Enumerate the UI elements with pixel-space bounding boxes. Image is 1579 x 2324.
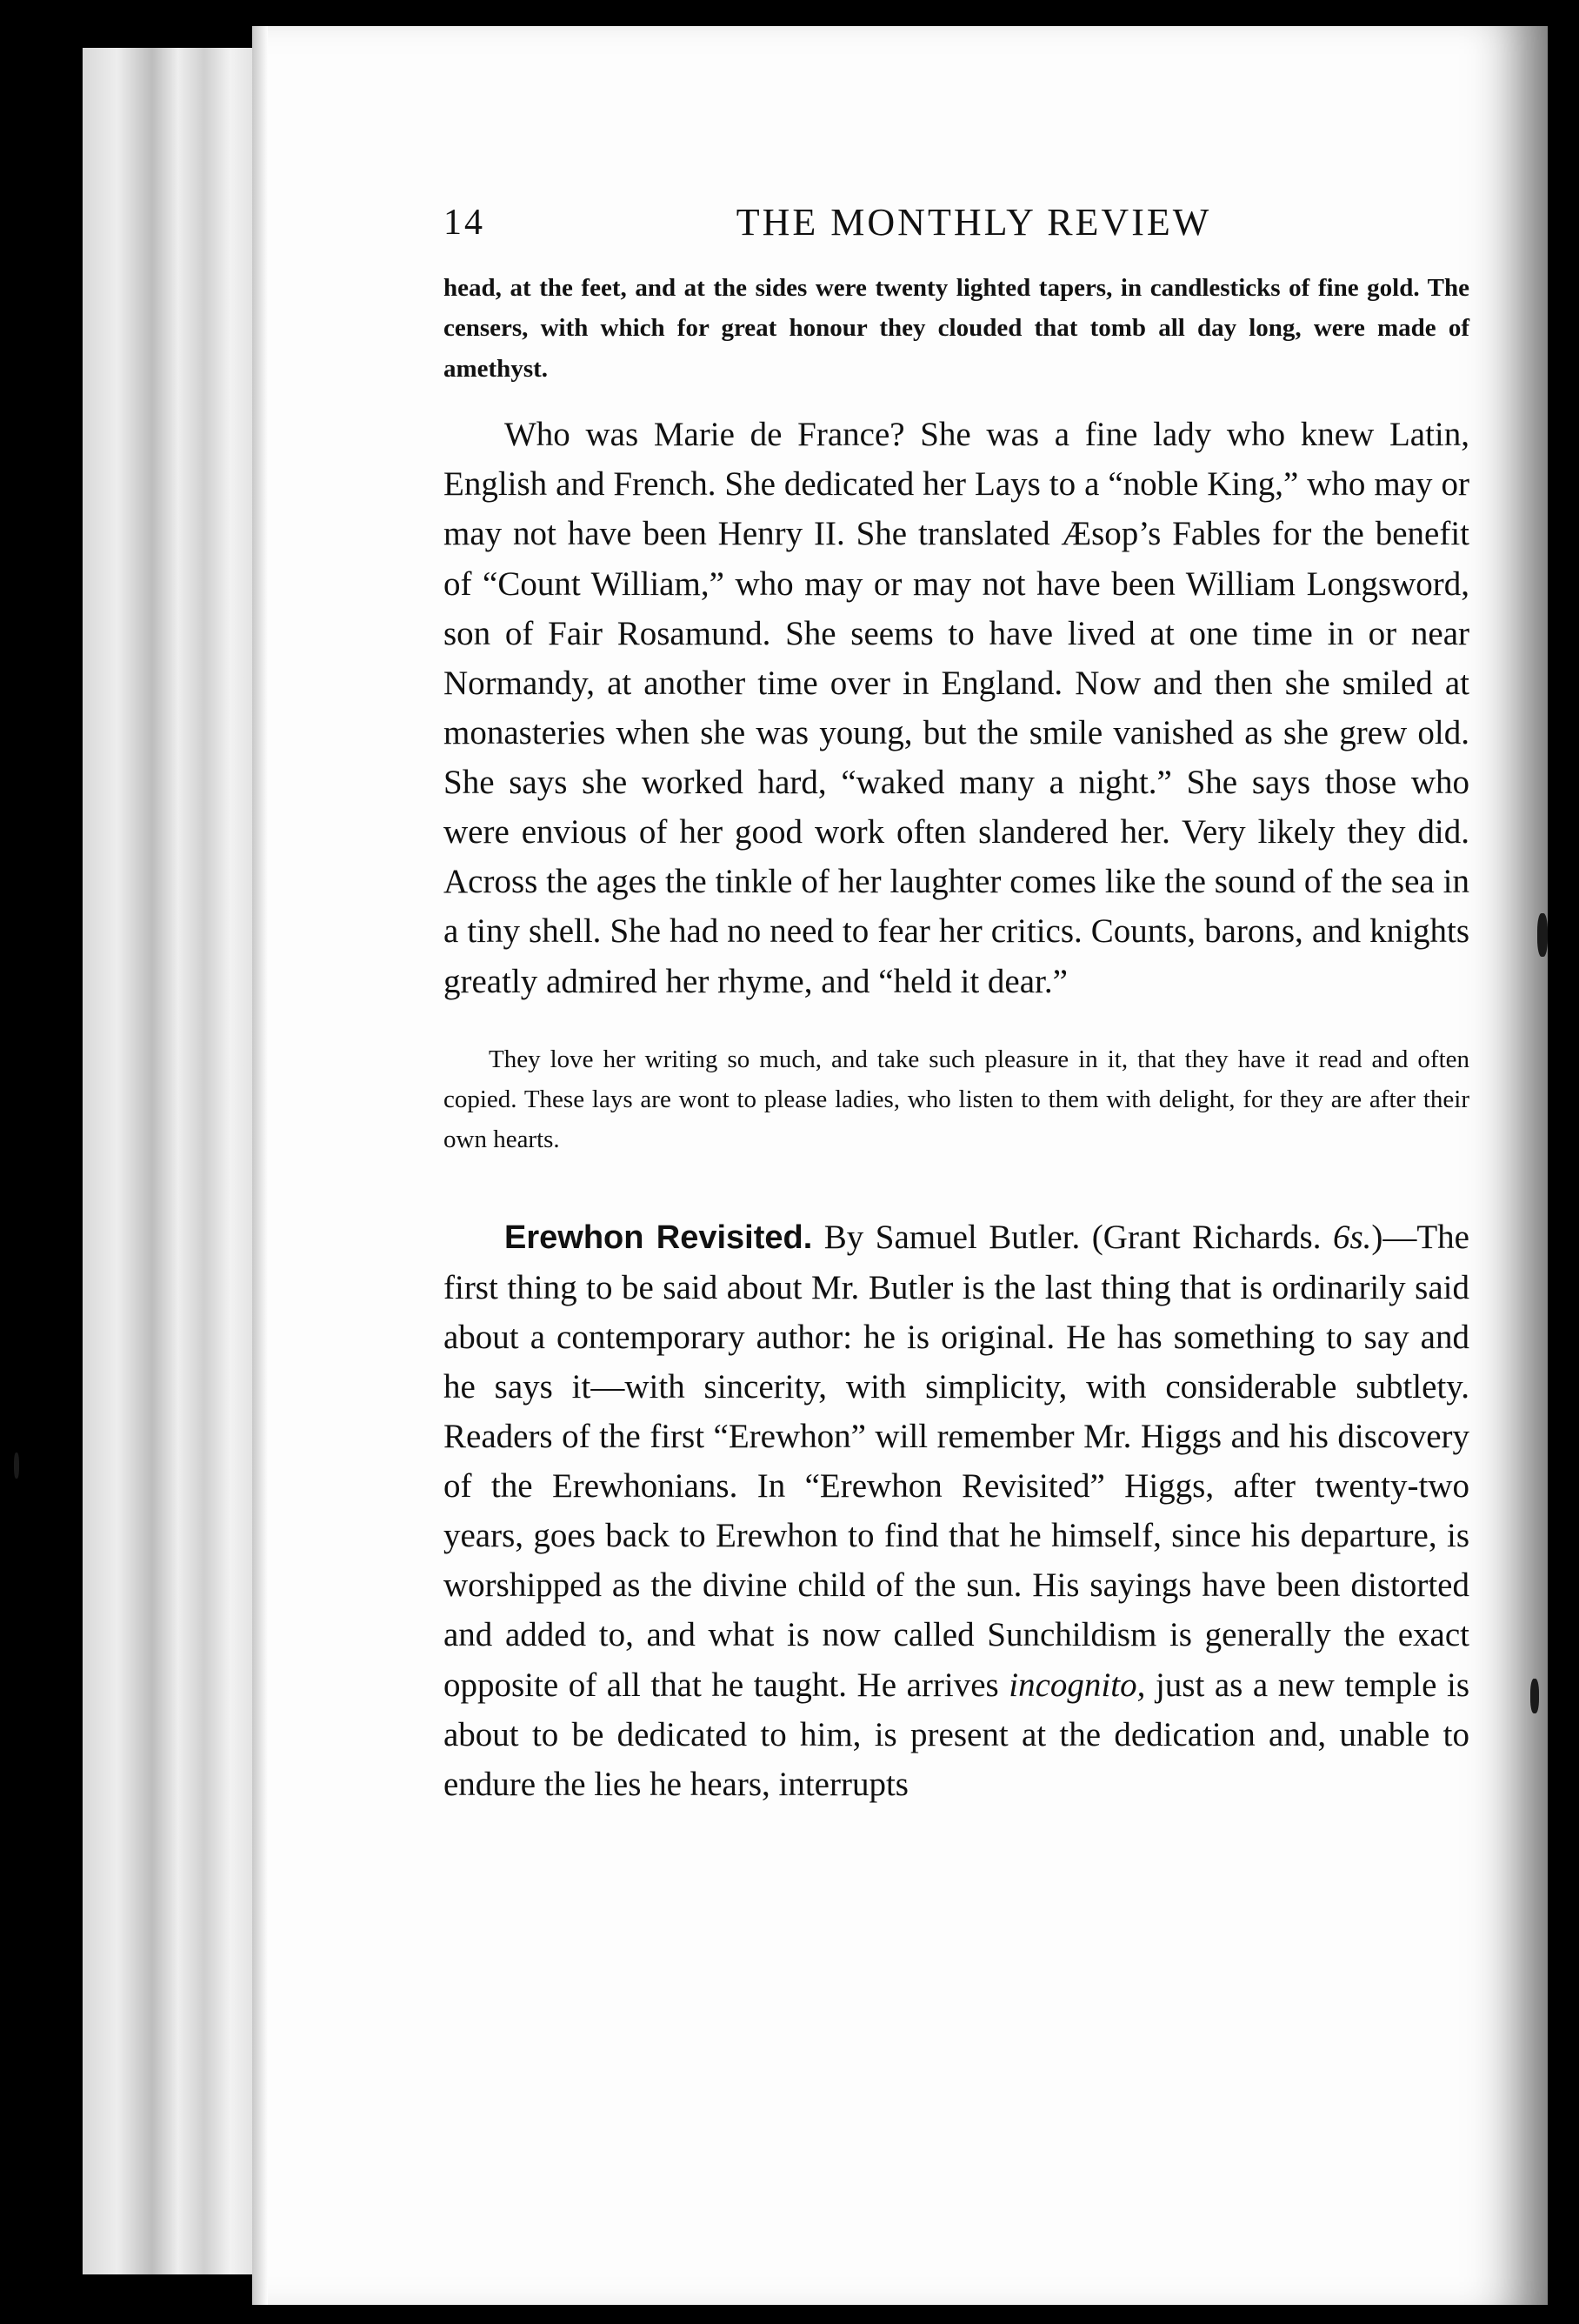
quoted-passage-bottom: They love her writing so much, and take such pleasure in it, that they have it read and often copied. These lays are wont to please ladies, who listen to them with delight, for they are after their own hearts. xyxy=(443,1045,1469,1154)
scan-artifact xyxy=(1530,1679,1539,1713)
review-paragraph xyxy=(443,1212,1469,1809)
review-italic-word: incognito, xyxy=(1009,1666,1146,1704)
running-title: THE MONTHLY REVIEW xyxy=(736,201,1212,244)
review-title: Erewhon Revisited. xyxy=(504,1219,813,1256)
page-number: 14 xyxy=(443,203,485,243)
page-edges xyxy=(83,48,257,2274)
review-text-part-1: )—The first thing to be said about Mr. Butler is the last thing that is ordinarily said about a contemporary author: he is original. He has something to say and he says it—with sincerity, with simplicity, with considerable subtlety. Readers of the first “Erewhon” will remember Mr. Higgs and his discovery of the Erewhonians. In “Erewhon Revisited” Higgs, after twenty-two years, goes back to Erewhon to find that he himself, since his departure, is worshipped as the divine child of the sun. His sayings have been distorted and added to, and what is now called Sunchildism is generally the exact opposite of all that he taught. He arrives xyxy=(443,1218,1469,1704)
quoted-passage-top: head, at the feet, and at the sides were twenty lighted tapers, in candlesticks of fine gold. The censers, with which for great honour they clouded that tomb all day long, were made of amethyst. xyxy=(443,274,1469,383)
page-content xyxy=(443,183,1469,1809)
paragraph-marie-de-france: Who was Marie de France? She was a fine lady who knew Latin, English and French. She dedicated her Lays to a “noble King,” who may or may not have been Henry II. She translated Æsop’s Fables for the benefit of “Count William,” who may or may not have been William Longsword, son of Fair Rosamund. She seems to have lived at one time in or near Normandy, at another time over in England. Now and then she smiled at monasteries when she was young, but the smile vanished as she grew old. She says she worked hard, “waked many a night.” She says those who were envious of her good work often slandered her. Very likely they did. Across the ages the tinkle of her laughter comes like the sound of the sea in a tiny shell. She had no need to fear her critics. Counts, barons, and knights greatly admired her rhyme, and “held it dear.” xyxy=(443,416,1469,1000)
scan-artifact xyxy=(14,1452,19,1479)
review-text-part-2: just as a new temple is about to be dedicated to him, is present at the dedication and, unable to endure the lies he hears, interrupts xyxy=(443,1666,1470,1803)
running-header xyxy=(443,183,1469,252)
review-byline: By Samuel Butler. (Grant Richards. xyxy=(823,1218,1322,1256)
scan-artifact xyxy=(1537,913,1548,957)
book-page xyxy=(252,26,1548,2305)
review-price: 6s. xyxy=(1332,1218,1372,1256)
